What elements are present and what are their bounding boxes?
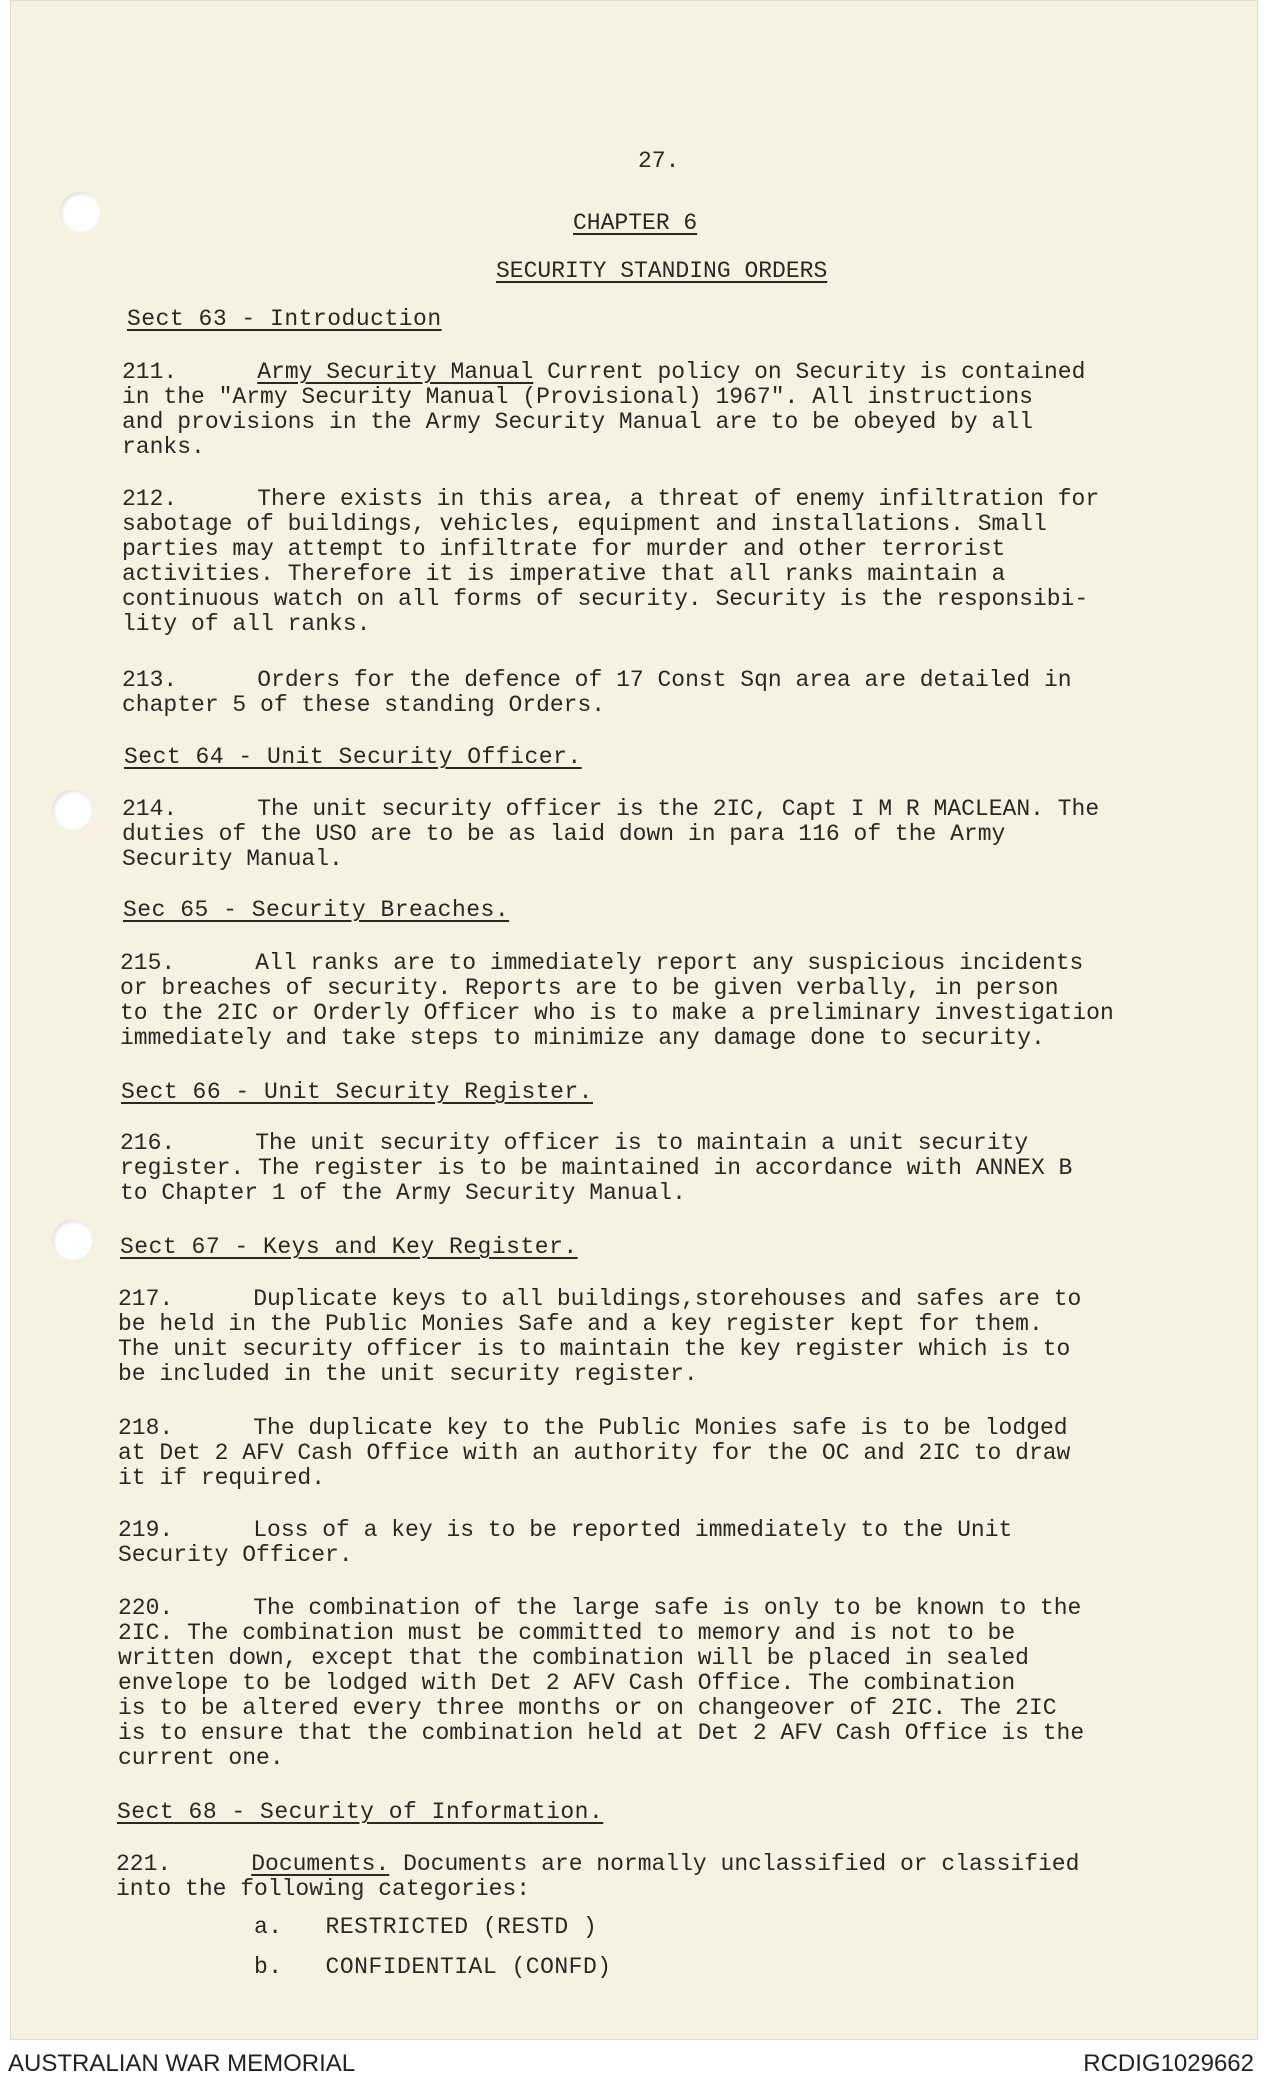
punch-hole-top — [60, 192, 100, 232]
paragraph-number: 213. — [122, 667, 178, 693]
paragraph-number: 218. — [118, 1415, 174, 1441]
paragraph-number: 215. — [120, 950, 176, 976]
section-heading-66: Sect 66 - Unit Security Register. — [121, 1079, 593, 1105]
paragraph-subheading: Documents. — [251, 1851, 390, 1877]
document-page — [10, 0, 1258, 2040]
paragraph-212: 212. There exists in this area, a threat of enemy infiltration for sabotage of buildings, vehicles, equipment and installations. Small parties may attempt to infiltrate for murder and other terrorist activities. Therefore it is imperative that all ranks maintain a continuous watch on all forms of security. Security is the responsibi- lity of all ranks. — [122, 486, 1100, 637]
punch-hole-middle — [52, 790, 92, 830]
paragraph-number: 219. — [118, 1517, 174, 1543]
chapter-title: CHAPTER 6 — [573, 210, 698, 236]
footer-archive-name: AUSTRALIAN WAR MEMORIAL — [8, 2050, 356, 2077]
paragraph-217: 217. Duplicate keys to all buildings,storehouses and safes are to be held in the Public Monies Safe and a key register kept for them. The unit security officer is to maintain the key register which is to be included in the unit security register. — [118, 1286, 1082, 1387]
document-title: SECURITY STANDING ORDERS — [496, 258, 828, 284]
list-item-b: b. CONFIDENTIAL (CONFD) — [254, 1954, 612, 1980]
paragraph-number: 212. — [122, 486, 178, 512]
paragraph-number: 216. — [120, 1130, 176, 1156]
paragraph-219: 219. Loss of a key is to be reported immediately to the Unit Security Officer. — [118, 1517, 1013, 1568]
paragraph-211: 211. Army Security Manual Current policy on Security is contained in the "Army Security Manual (Provisional) 1967". All instructions and provisions in the Army Security Manual are to be obeyed by all ranks. — [122, 359, 1086, 460]
paragraph-215: 215. All ranks are to immediately report any suspicious incidents or breaches of security. Reports are to be given verbally, in person to the 2IC or Orderly Officer who is to make a preliminary investigation immediately and take steps to minimize any damage done to security. — [120, 950, 1114, 1051]
paragraph-213: 213. Orders for the defence of 17 Const Sqn area are detailed in chapter 5 of these standing Orders. — [122, 667, 1072, 718]
paragraph-214: 214. The unit security officer is the 2IC, Capt I M R MACLEAN. The duties of the USO are to be as laid down in para 116 of the Army Security Manual. — [122, 796, 1100, 872]
paragraph-218: 218. The duplicate key to the Public Monies safe is to be lodged at Det 2 AFV Cash Office with an authority for the OC and 2IC to draw it if required. — [118, 1415, 1071, 1491]
paragraph-subheading: Army Security Manual — [257, 359, 534, 385]
section-heading-68: Sect 68 - Security of Information. — [117, 1799, 604, 1825]
paragraph-number: 221. — [116, 1851, 172, 1877]
paragraph-216: 216. The unit security officer is to maintain a unit security register. The register is to be maintained in accordance with ANNEX B to Chapter 1 of the Army Security Manual. — [120, 1130, 1073, 1206]
paragraph-221: 221. Documents. Documents are normally unclassified or classified into the following categories: — [116, 1851, 1080, 1902]
section-heading-64: Sect 64 - Unit Security Officer. — [124, 744, 582, 770]
page-number: 27. — [638, 148, 680, 174]
section-heading-67: Sect 67 - Keys and Key Register. — [120, 1234, 578, 1260]
section-heading-65: Sec 65 - Security Breaches. — [123, 897, 510, 923]
paragraph-number: 214. — [122, 796, 178, 822]
punch-hole-lower — [52, 1220, 92, 1260]
section-heading-63: Sect 63 - Introduction — [127, 306, 442, 332]
paragraph-number: 220. — [118, 1595, 174, 1621]
list-item-a: a. RESTRICTED (RESTD ) — [254, 1914, 598, 1940]
footer-record-id: RCDIG1029662 — [1083, 2050, 1254, 2077]
paragraph-220: 220. The combination of the large safe is only to be known to the 2IC. The combination must be committed to memory and is not to be written down, except that the combination will be placed in sealed envelope to be lodged with Det 2 AFV Cash Office. The combination is to be altered every three months or on changeover of 2IC. The 2IC is to ensure that the combination held at Det 2 AFV Cash Office is the current one. — [118, 1595, 1085, 1771]
paragraph-number: 217. — [118, 1286, 174, 1312]
paragraph-number: 211. — [122, 359, 178, 385]
